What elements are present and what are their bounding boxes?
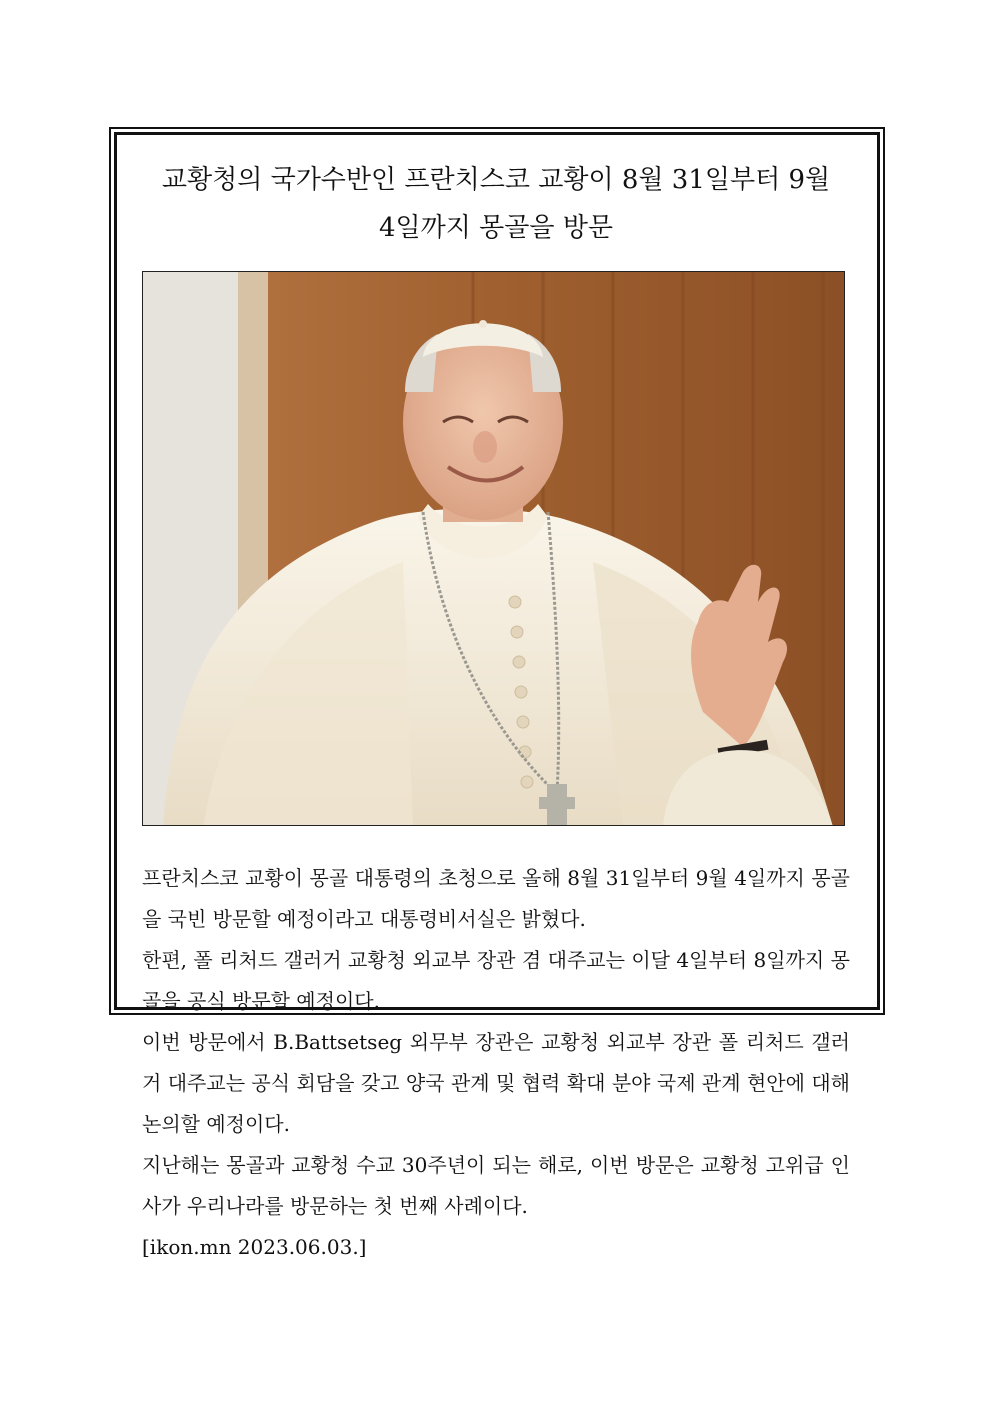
article-title-line-1: 교황청의 국가수반인 프란치스코 교황이 8월 31일부터 9월 — [161, 165, 831, 195]
paragraph-4: 지난해는 몽골과 교황청 수교 30주년이 되는 해로, 이번 방문은 교황청 고위급 인사가 우리나라를 방문하는 첫 번째 사례이다. — [142, 1153, 850, 1218]
article-body — [142, 858, 850, 1268]
article-title-line-2: 4일까지 몽골을 방문 — [379, 213, 613, 243]
photo-illustration — [143, 272, 845, 826]
article-title — [140, 156, 852, 252]
pope-francis-photo — [142, 271, 845, 826]
paragraph-2: 한편, 폴 리처드 갤러거 교황청 외교부 장관 겸 대주교는 이달 4일부터 8일까지 몽골을 공식 방문할 예정이다. — [142, 948, 850, 1013]
paragraph-3: 이번 방문에서 B.Battsetseg 외무부 장관은 교황청 외교부 장관 폴 리처드 갤러거 대주교는 공식 회담을 갖고 양국 관계 및 협력 확대 분야 국제 관계 현안에 대해 논의할 예정이다. — [142, 1030, 850, 1136]
source-citation: [ikon.mn 2023.06.03.] — [142, 1235, 367, 1259]
paragraph-1: 프란치스코 교황이 몽골 대통령의 초청으로 올해 8월 31일부터 9월 4일까지 몽골을 국빈 방문할 예정이라고 대통령비서실은 밝혔다. — [142, 866, 850, 931]
